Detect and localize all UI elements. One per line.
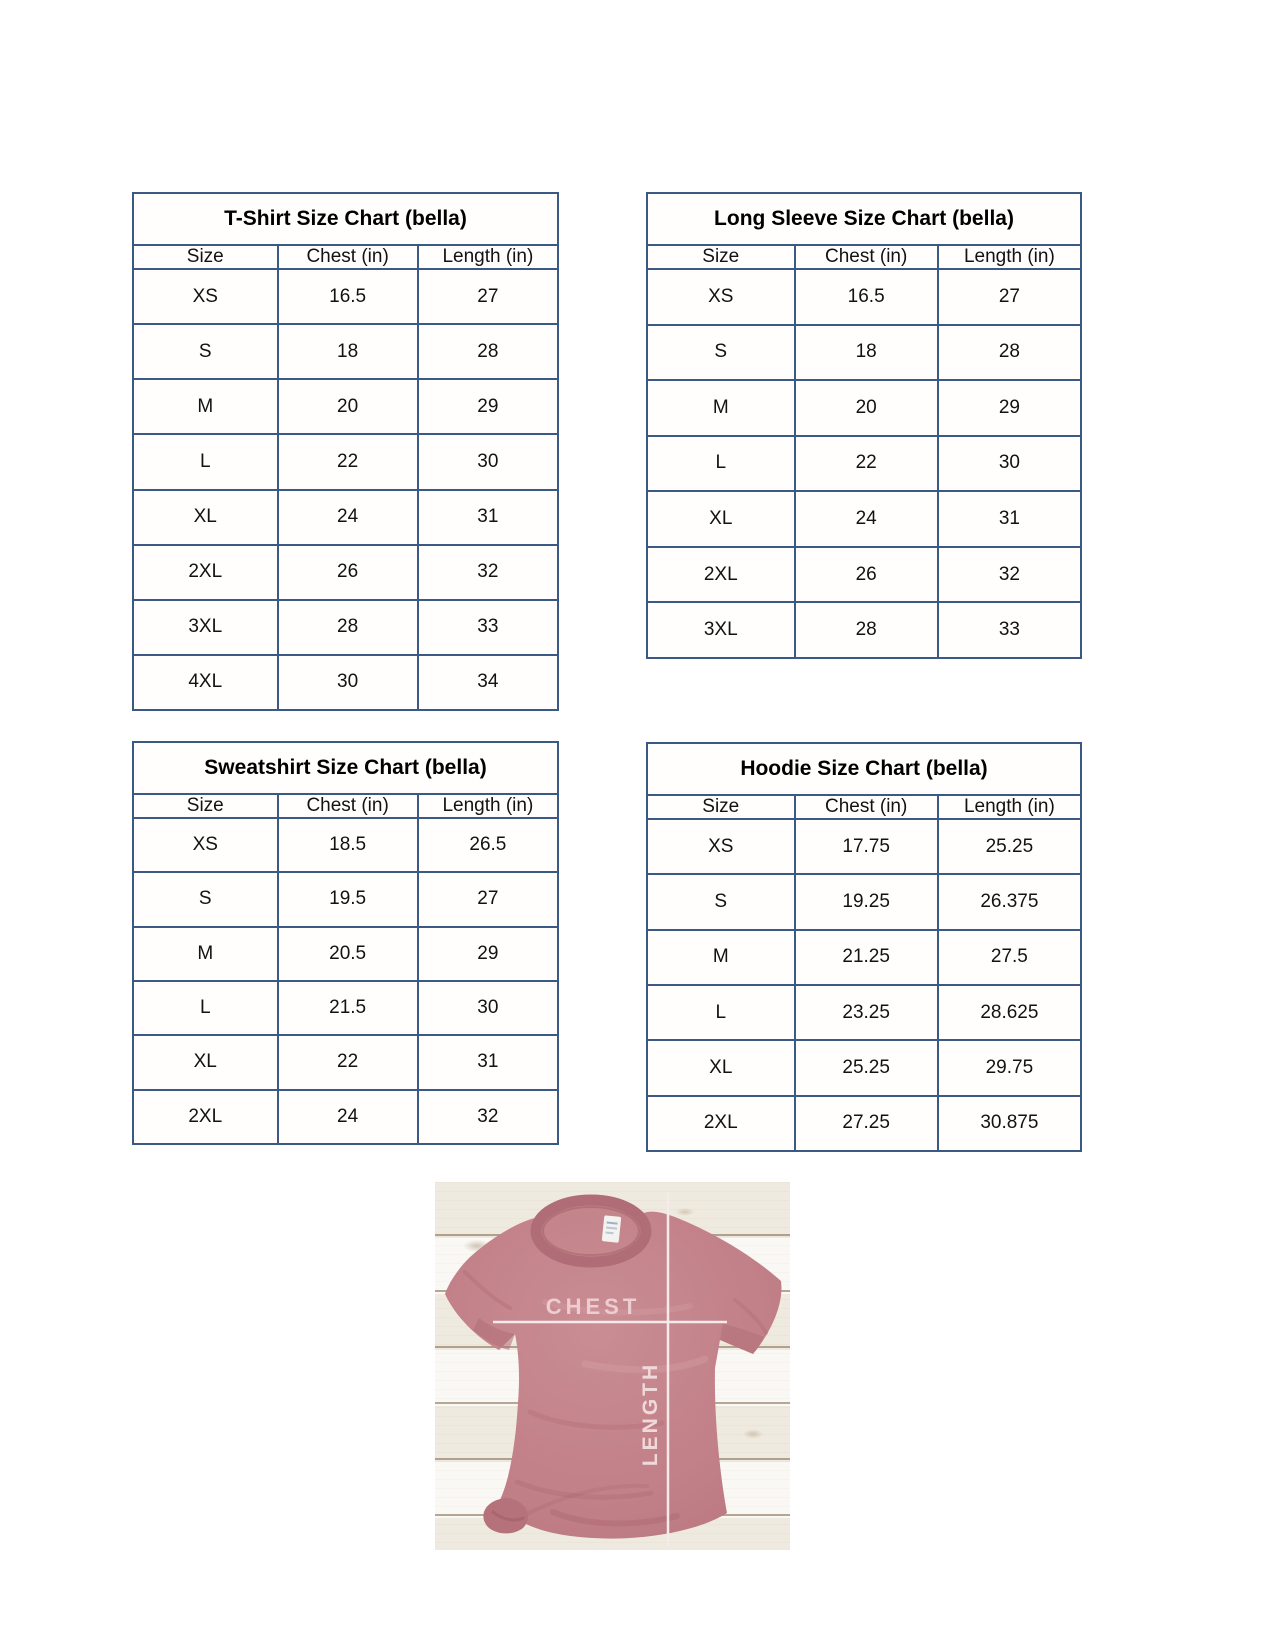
size-row	[133, 655, 558, 710]
table-body	[647, 819, 1081, 1151]
table-title: Sweatshirt Size Chart (bella)	[133, 742, 558, 794]
title-row	[647, 743, 1081, 795]
size-cell: 21.5	[278, 981, 418, 1035]
column-header: Length (in)	[418, 794, 558, 818]
size-cell: 31	[938, 491, 1081, 547]
size-cell: 19.25	[795, 874, 938, 929]
size-cell: 20	[795, 380, 938, 436]
size-cell: XS	[647, 819, 795, 874]
column-header: Size	[133, 794, 278, 818]
size-row	[133, 927, 558, 981]
size-row	[133, 818, 558, 872]
tshirt-measure-graphic	[435, 1182, 790, 1550]
column-header: Length (in)	[938, 795, 1081, 819]
size-cell: 28	[418, 324, 558, 379]
size-cell: 2XL	[647, 547, 795, 603]
size-cell: 18	[278, 324, 418, 379]
size-cell: M	[133, 379, 278, 434]
size-cell: 25.25	[795, 1040, 938, 1095]
size-cell: S	[647, 874, 795, 929]
size-cell: 29	[418, 927, 558, 981]
size-row	[133, 1035, 558, 1089]
size-cell: 32	[418, 545, 558, 600]
size-row	[133, 324, 558, 379]
table-title: Long Sleeve Size Chart (bella)	[647, 193, 1081, 245]
size-cell: 28	[278, 600, 418, 655]
size-cell: 26.5	[418, 818, 558, 872]
size-row	[647, 874, 1081, 929]
size-cell: 28	[938, 325, 1081, 381]
size-cell: L	[133, 434, 278, 489]
size-cell: 27	[938, 269, 1081, 325]
column-header: Size	[647, 795, 795, 819]
size-cell: 26.375	[938, 874, 1081, 929]
size-cell: M	[647, 380, 795, 436]
header-row	[647, 245, 1081, 269]
column-header: Length (in)	[938, 245, 1081, 269]
size-cell: 26	[795, 547, 938, 603]
size-row	[133, 545, 558, 600]
size-row	[133, 490, 558, 545]
longsleeve-size-chart	[646, 192, 1082, 659]
size-row	[647, 602, 1081, 658]
size-cell: 29	[938, 380, 1081, 436]
size-cell: 27	[418, 872, 558, 926]
size-cell: 30	[938, 436, 1081, 492]
size-cell: 24	[278, 1090, 418, 1144]
size-row	[647, 380, 1081, 436]
tshirt-size-chart	[132, 192, 559, 711]
size-row	[133, 872, 558, 926]
size-cell: 29.75	[938, 1040, 1081, 1095]
size-cell: 32	[938, 547, 1081, 603]
table-body	[647, 269, 1081, 658]
size-cell: 16.5	[278, 269, 418, 324]
size-cell: 2XL	[133, 1090, 278, 1144]
size-cell: 31	[418, 490, 558, 545]
size-cell: 32	[418, 1090, 558, 1144]
length-label: LENGTH	[639, 1361, 662, 1467]
size-row	[133, 1090, 558, 1144]
column-header: Size	[133, 245, 278, 269]
table-title: T-Shirt Size Chart (bella)	[133, 193, 558, 245]
size-row	[647, 325, 1081, 381]
size-cell: 4XL	[133, 655, 278, 710]
title-row	[647, 193, 1081, 245]
size-cell: 18.5	[278, 818, 418, 872]
size-cell: 16.5	[795, 269, 938, 325]
size-cell: XL	[647, 491, 795, 547]
chest-label: CHEST	[545, 1294, 641, 1319]
size-cell: 22	[278, 434, 418, 489]
size-cell: 33	[938, 602, 1081, 658]
size-row	[133, 269, 558, 324]
size-cell: L	[647, 436, 795, 492]
size-cell: XS	[647, 269, 795, 325]
column-header: Size	[647, 245, 795, 269]
size-cell: 24	[795, 491, 938, 547]
size-cell: S	[647, 325, 795, 381]
size-row	[647, 819, 1081, 874]
table-title: Hoodie Size Chart (bella)	[647, 743, 1081, 795]
size-cell: 27	[418, 269, 558, 324]
neck-tag	[602, 1215, 622, 1243]
size-row	[647, 1096, 1081, 1151]
sweatshirt-size-chart	[132, 741, 559, 1145]
size-cell: 20.5	[278, 927, 418, 981]
size-cell: 17.75	[795, 819, 938, 874]
size-cell: L	[647, 985, 795, 1040]
column-header: Chest (in)	[795, 795, 938, 819]
size-row	[647, 930, 1081, 985]
size-cell: XL	[647, 1040, 795, 1095]
size-cell: XL	[133, 490, 278, 545]
size-cell: 21.25	[795, 930, 938, 985]
size-cell: S	[133, 872, 278, 926]
size-cell: 28	[795, 602, 938, 658]
header-row	[133, 794, 558, 818]
size-cell: 26	[278, 545, 418, 600]
size-cell: 18	[795, 325, 938, 381]
size-row	[133, 600, 558, 655]
size-cell: 2XL	[647, 1096, 795, 1151]
size-cell: 30	[418, 434, 558, 489]
header-row	[647, 795, 1081, 819]
size-cell: 25.25	[938, 819, 1081, 874]
table-body	[133, 269, 558, 710]
size-cell: 20	[278, 379, 418, 434]
size-cell: 27.25	[795, 1096, 938, 1151]
column-header: Chest (in)	[278, 245, 418, 269]
column-header: Chest (in)	[795, 245, 938, 269]
size-cell: XS	[133, 818, 278, 872]
size-cell: 29	[418, 379, 558, 434]
size-row	[133, 379, 558, 434]
size-cell: M	[647, 930, 795, 985]
size-cell: 28.625	[938, 985, 1081, 1040]
size-row	[647, 269, 1081, 325]
table-body	[133, 818, 558, 1144]
size-cell: 2XL	[133, 545, 278, 600]
size-cell: 27.5	[938, 930, 1081, 985]
size-cell: 24	[278, 490, 418, 545]
product-photo	[435, 1182, 790, 1550]
size-cell: 33	[418, 600, 558, 655]
size-row	[647, 985, 1081, 1040]
size-cell: 19.5	[278, 872, 418, 926]
size-cell: 3XL	[133, 600, 278, 655]
size-cell: 22	[795, 436, 938, 492]
size-row	[647, 491, 1081, 547]
size-cell: 30	[418, 981, 558, 1035]
size-cell: 23.25	[795, 985, 938, 1040]
size-cell: M	[133, 927, 278, 981]
hoodie-size-chart	[646, 742, 1082, 1152]
size-cell: 34	[418, 655, 558, 710]
title-row	[133, 193, 558, 245]
size-cell: 31	[418, 1035, 558, 1089]
size-row	[133, 981, 558, 1035]
title-row	[133, 742, 558, 794]
size-cell: XS	[133, 269, 278, 324]
size-row	[647, 1040, 1081, 1095]
size-row	[133, 434, 558, 489]
size-cell: XL	[133, 1035, 278, 1089]
header-row	[133, 245, 558, 269]
size-row	[647, 436, 1081, 492]
size-cell: L	[133, 981, 278, 1035]
size-row	[647, 547, 1081, 603]
size-cell: 3XL	[647, 602, 795, 658]
column-header: Chest (in)	[278, 794, 418, 818]
size-cell: 30	[278, 655, 418, 710]
column-header: Length (in)	[418, 245, 558, 269]
size-cell: S	[133, 324, 278, 379]
size-cell: 22	[278, 1035, 418, 1089]
size-cell: 30.875	[938, 1096, 1081, 1151]
